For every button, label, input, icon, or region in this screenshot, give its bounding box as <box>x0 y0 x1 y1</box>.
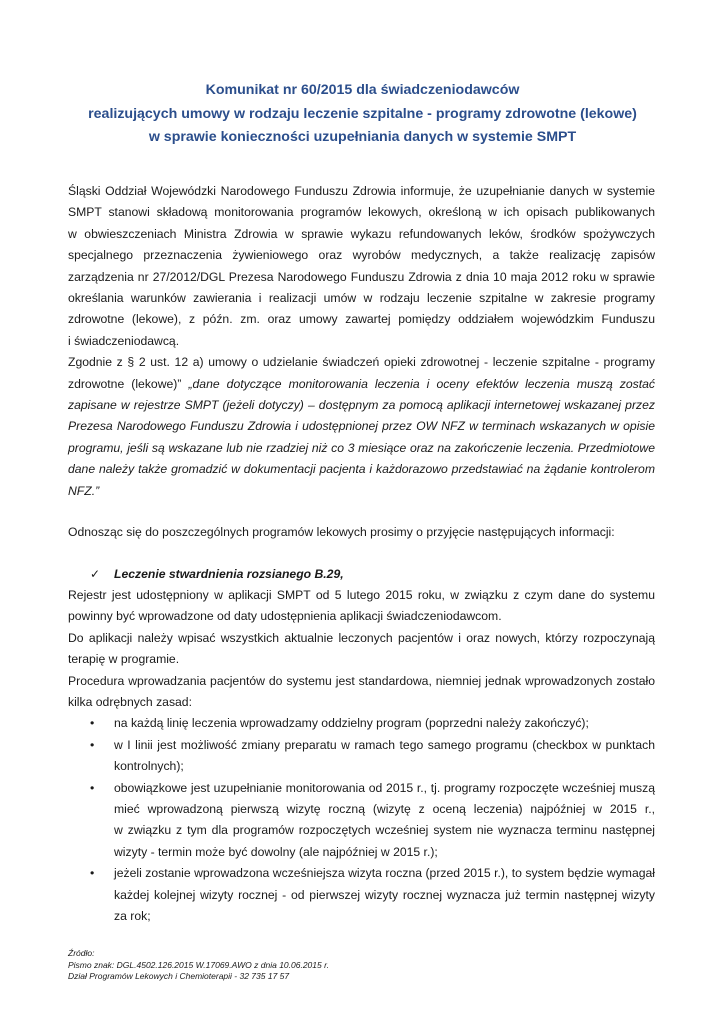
text-line: na każdą linię leczenia wprowadzamy oddzielny program (poprzedni należy zakończyć); <box>114 716 589 731</box>
text-line: każdej kolejnej wizyty rocznej - od pierwszej wizyty rocznej wyznacza już termin następnej wizyty <box>114 887 655 902</box>
source-footer <box>68 948 329 983</box>
footer-line: Pismo znak: DGL.4502.126.2015 W.17069.AWO z dnia 10.06.2015 r. <box>68 959 329 970</box>
text-line: zdrowotne (lekowe), z późn. zm. oraz umowy zawartej pomiędzy oddziałem wojewódzkim Funduszu <box>68 312 655 327</box>
text-line: wizyty - termin może być dowolny (ale najpóźniej w 2015 r.); <box>114 844 438 859</box>
quote-line: programu, jeśli są wskazane lub nie rzadziej niż co 3 miesiące oraz na zakończenie leczenia. Przedmiotowe <box>68 440 655 455</box>
text-line: specjalnego przeznaczenia żywieniowego oraz wyrobów medycznych, a także realizację zapisów <box>68 248 655 263</box>
text-line: jeżeli zostanie wprowadzona wcześniejsza wizyta roczna (przed 2015 r.), to system będzie wymagał <box>114 866 655 881</box>
text-line: powinny być wprowadzone od daty udostępnienia aplikacji świadczeniodawcom. <box>68 609 502 624</box>
text-line: w związku z tym dla programów rozpoczętych wcześniej system nie wyznacza terminu następnej <box>114 823 655 838</box>
quote-line: dane należy także gromadzić w dokumentacji pacjenta i każdorazowo przedstawiać na żądanie kontrolerom <box>68 462 655 477</box>
bullet-icon: • <box>90 866 95 881</box>
patients-paragraph <box>68 628 655 671</box>
procedure-paragraph <box>68 671 655 714</box>
programs-intro <box>68 522 655 543</box>
text-line: terapię w programie. <box>68 652 180 667</box>
text-line: Śląski Oddział Wojewódzki Narodowego Funduszu Zdrowia informuje, że uzupełnianie danych w systemie <box>68 184 655 198</box>
document-body <box>68 181 655 927</box>
text-line: mieć wprowadzoną pierwszą wizytę roczną (wizytę z oceną leczenia) najpóźniej w 2015 r., <box>114 801 655 816</box>
program-heading <box>68 564 655 585</box>
text-line: kontrolnych); <box>114 759 184 774</box>
list-item <box>68 863 655 927</box>
quote-line: Prezesa Narodowego Funduszu Zdrowia i udostępnionej przez OW NFZ w terminach wskazanych w opisie <box>68 419 655 434</box>
quote-line: NFZ.” <box>68 483 100 498</box>
bullet-icon: • <box>90 716 95 731</box>
text-line: Zgodnie z § 2 ust. 12 a) umowy o udzielanie świadczeń opieki zdrowotnej - leczenie szpitalne - programy <box>68 355 655 370</box>
title-line: Komunikat nr 60/2015 dla świadczeniodawców <box>205 82 520 98</box>
list-item <box>68 778 655 864</box>
text-line: Do aplikacji należy wpisać wszystkich aktualnie leczonych pacjentów i oraz nowych, którzy rozpoczynają <box>68 630 655 645</box>
text-line: i świadczeniodawcą. <box>68 333 180 348</box>
text-line: w I linii jest możliwość zmiany preparatu w ramach tego samego programu (checkbox w punktach <box>114 737 655 752</box>
checkmark-icon: ✓ <box>90 566 101 581</box>
registry-paragraph <box>68 585 655 628</box>
rules-list <box>68 713 655 927</box>
title-line: realizujących umowy w rodzaju leczenie szpitalne - programy zdrowotne (lekowe) <box>88 105 637 122</box>
text-line: za rok; <box>114 909 151 923</box>
list-item <box>68 735 655 778</box>
bullet-icon: • <box>90 737 95 752</box>
text-line: określania warunków zawierania i realizacji umów w rodzaju leczenie szpitalne w zakresie programy <box>68 291 655 306</box>
text-line-mixed <box>68 374 655 395</box>
quote-source: zdrowotne (lekowe)” <box>68 376 182 391</box>
text-line: kilka odrębnych zasad: <box>68 694 192 709</box>
title-line: w sprawie konieczności uzupełniania danych w systemie SMPT <box>148 129 577 145</box>
document-title <box>40 79 685 150</box>
footer-line: Źródło: <box>68 948 95 958</box>
text-line: w obwieszczeniach Ministra Zdrowia w sprawie wykazu refundowanych leków, środków spożywczych <box>68 226 655 241</box>
footer-line: Dział Programów Lekowych i Chemioterapii - 32 735 17 57 <box>68 971 290 981</box>
text-line: SMPT stanowi składową monitorowania programów lekowych, określoną w ich opisach publikowanych <box>68 205 655 220</box>
text-line: zarządzenia nr 27/2012/DGL Prezesa Narodowego Funduszu Zdrowia z dnia 10 maja 2012 roku w sprawie <box>68 269 655 284</box>
list-item <box>68 713 655 734</box>
bullet-icon: • <box>90 780 95 795</box>
quote-start: „dane dotyczące monitorowania leczenia i oceny efektów leczenia muszą zostać <box>181 376 656 391</box>
quote-line: zapisane w rejestrze SMPT (jeżeli dotyczy) – dostępnym za pomocą aplikacji internetowej wskazanej przez <box>68 398 655 413</box>
text-line: Rejestr jest udostępniony w aplikacji SMPT od 5 lutego 2015 roku, w związku z czym dane do systemu <box>68 587 655 602</box>
program-title: Leczenie stwardnienia rozsianego B.29, <box>114 566 344 581</box>
contract-quote-paragraph <box>68 352 655 502</box>
text-line: obowiązkowe jest uzupełnianie monitorowania od 2015 r., tj. programy rozpoczęte wcześniej muszą <box>114 780 655 795</box>
text-line: Odnosząc się do poszczególnych programów lekowych prosimy o przyjęcie następujących informacji: <box>68 525 615 540</box>
intro-paragraph <box>68 181 655 352</box>
text-line: Procedura wprowadzania pacjentów do systemu jest standardowa, niemniej jednak wprowadzonych zostało <box>68 673 655 688</box>
